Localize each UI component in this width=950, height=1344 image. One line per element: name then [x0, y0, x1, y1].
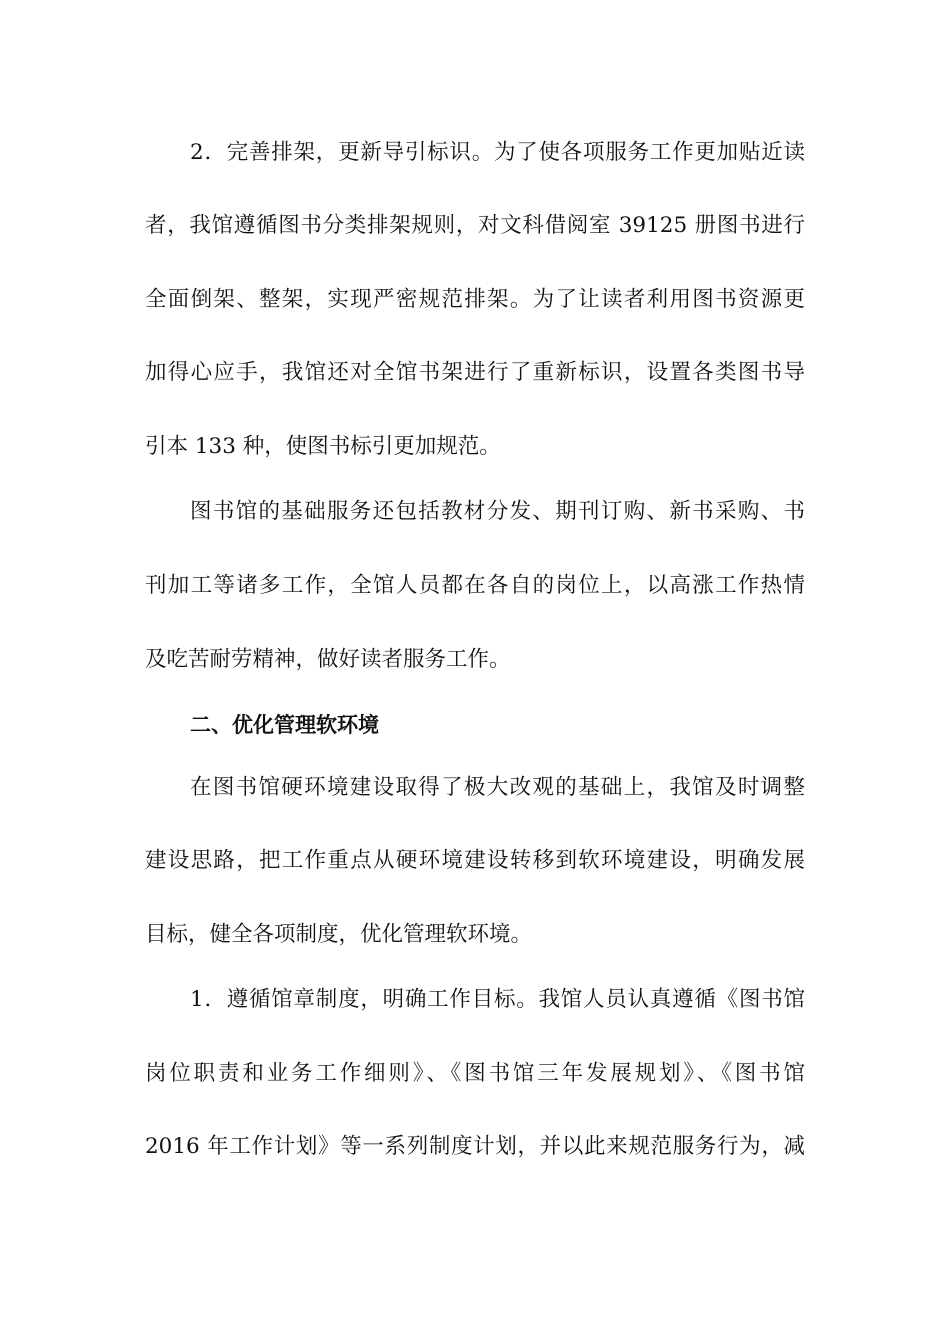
paragraph-line: 2．完善排架，更新导引标识。为了使各项服务工作更加贴近读 — [190, 140, 805, 165]
paragraph-line: 2016 年工作计划》等一系列制度计划，并以此来规范服务行为，减 — [145, 1134, 805, 1159]
paragraph-line: 引本 133 种，使图书标引更加规范。 — [145, 434, 501, 459]
paragraph-line: 建设思路，把工作重点从硬环境建设转移到软环境建设，明确发展 — [145, 848, 805, 873]
section-heading: 二、优化管理软环境 — [190, 713, 379, 737]
paragraph-line: 1．遵循馆章制度，明确工作目标。我馆人员认真遵循《图书馆 — [190, 987, 805, 1012]
paragraph-line: 加得心应手，我馆还对全馆书架进行了重新标识，设置各类图书导 — [145, 360, 805, 385]
paragraph-line: 岗位职责和业务工作细则》、《图书馆三年发展规划》、《图书馆 — [145, 1061, 805, 1086]
paragraph-line: 目标，健全各项制度，优化管理软环境。 — [145, 922, 533, 947]
paragraph-line: 刊加工等诸多工作，全馆人员都在各自的岗位上，以高涨工作热情 — [145, 573, 805, 598]
paragraph-line: 全面倒架、整架，实现严密规范排架。为了让读者利用图书资源更 — [145, 287, 805, 312]
paragraph-line: 图书馆的基础服务还包括教材分发、期刊订购、新书采购、书 — [190, 499, 805, 524]
paragraph-line: 及吃苦耐劳精神，做好读者服务工作。 — [145, 647, 511, 672]
paragraph-line: 在图书馆硬环境建设取得了极大改观的基础上，我馆及时调整 — [190, 775, 805, 800]
paragraph-line: 者，我馆遵循图书分类排架规则，对文科借阅室 39125 册图书进行 — [145, 213, 805, 238]
